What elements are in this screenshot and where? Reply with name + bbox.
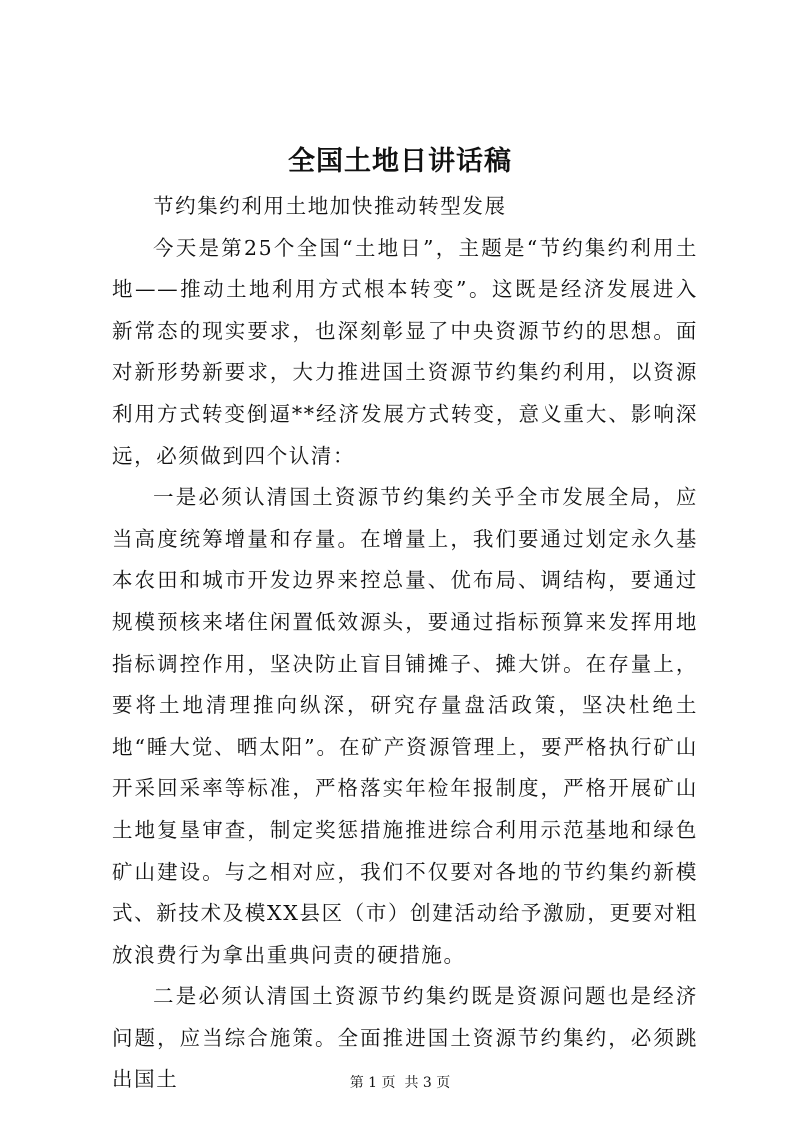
body-paragraph-3: 二是必须认清国土资源节约集约既是资源问题也是经济问题，应当综合施策。全面推进国土资源节约集约，必须跳出国土: [112, 984, 698, 1092]
body-paragraph-2: 一是必须认清国土资源节约集约关乎全市发展全局，应当高度统筹增量和存量。在增量上，我们要通过划定永久基本农田和城市开发边界来控总量、优布局、调结构，要通过规模预核来堵住闲置低效源头，要通过指标预算来发挥用地指标调控作用，坚决防止盲目铺摊子、摊大饼。在存量上，要将土地清理推向纵深，研究存量盘活政策，坚决杜绝土地“睡大觉、晒太阳”。在矿产资源管理上，要严格执行矿山开采回采率等标准，严格落实年检年报制度，严格开展矿山土地复垦审查，制定奖惩措施推进综合利用示范基地和绿色矿山建设。与之相对应，我们不仅要对各地的节约集约新模式、新技术及模XX县区（市）创建活动给予激励，更要对粗放浪费行为拿出重典问责的硬措施。: [112, 485, 698, 967]
document-body: [112, 186, 698, 1101]
page-number: 第 1 页 共 3 页: [349, 1075, 451, 1091]
page-title: 全国土地日讲话稿: [288, 146, 512, 177]
body-paragraph-1: 今天是第25个全国“土地日”，主题是“节约集约利用土地——推动土地利用方式根本转变”。这既是经济发展进入新常态的现实要求，也深刻彰显了中央资源节约的思想。面对新形势新要求，大力推进国土资源节约集约利用，以资源利用方式转变倒逼**经济发展方式转变，意义重大、影响深远，必须做到四个认清：: [112, 235, 698, 468]
subtitle-paragraph: 节约集约利用土地加快推动转型发展: [153, 194, 507, 218]
page-footer: [0, 1073, 800, 1093]
